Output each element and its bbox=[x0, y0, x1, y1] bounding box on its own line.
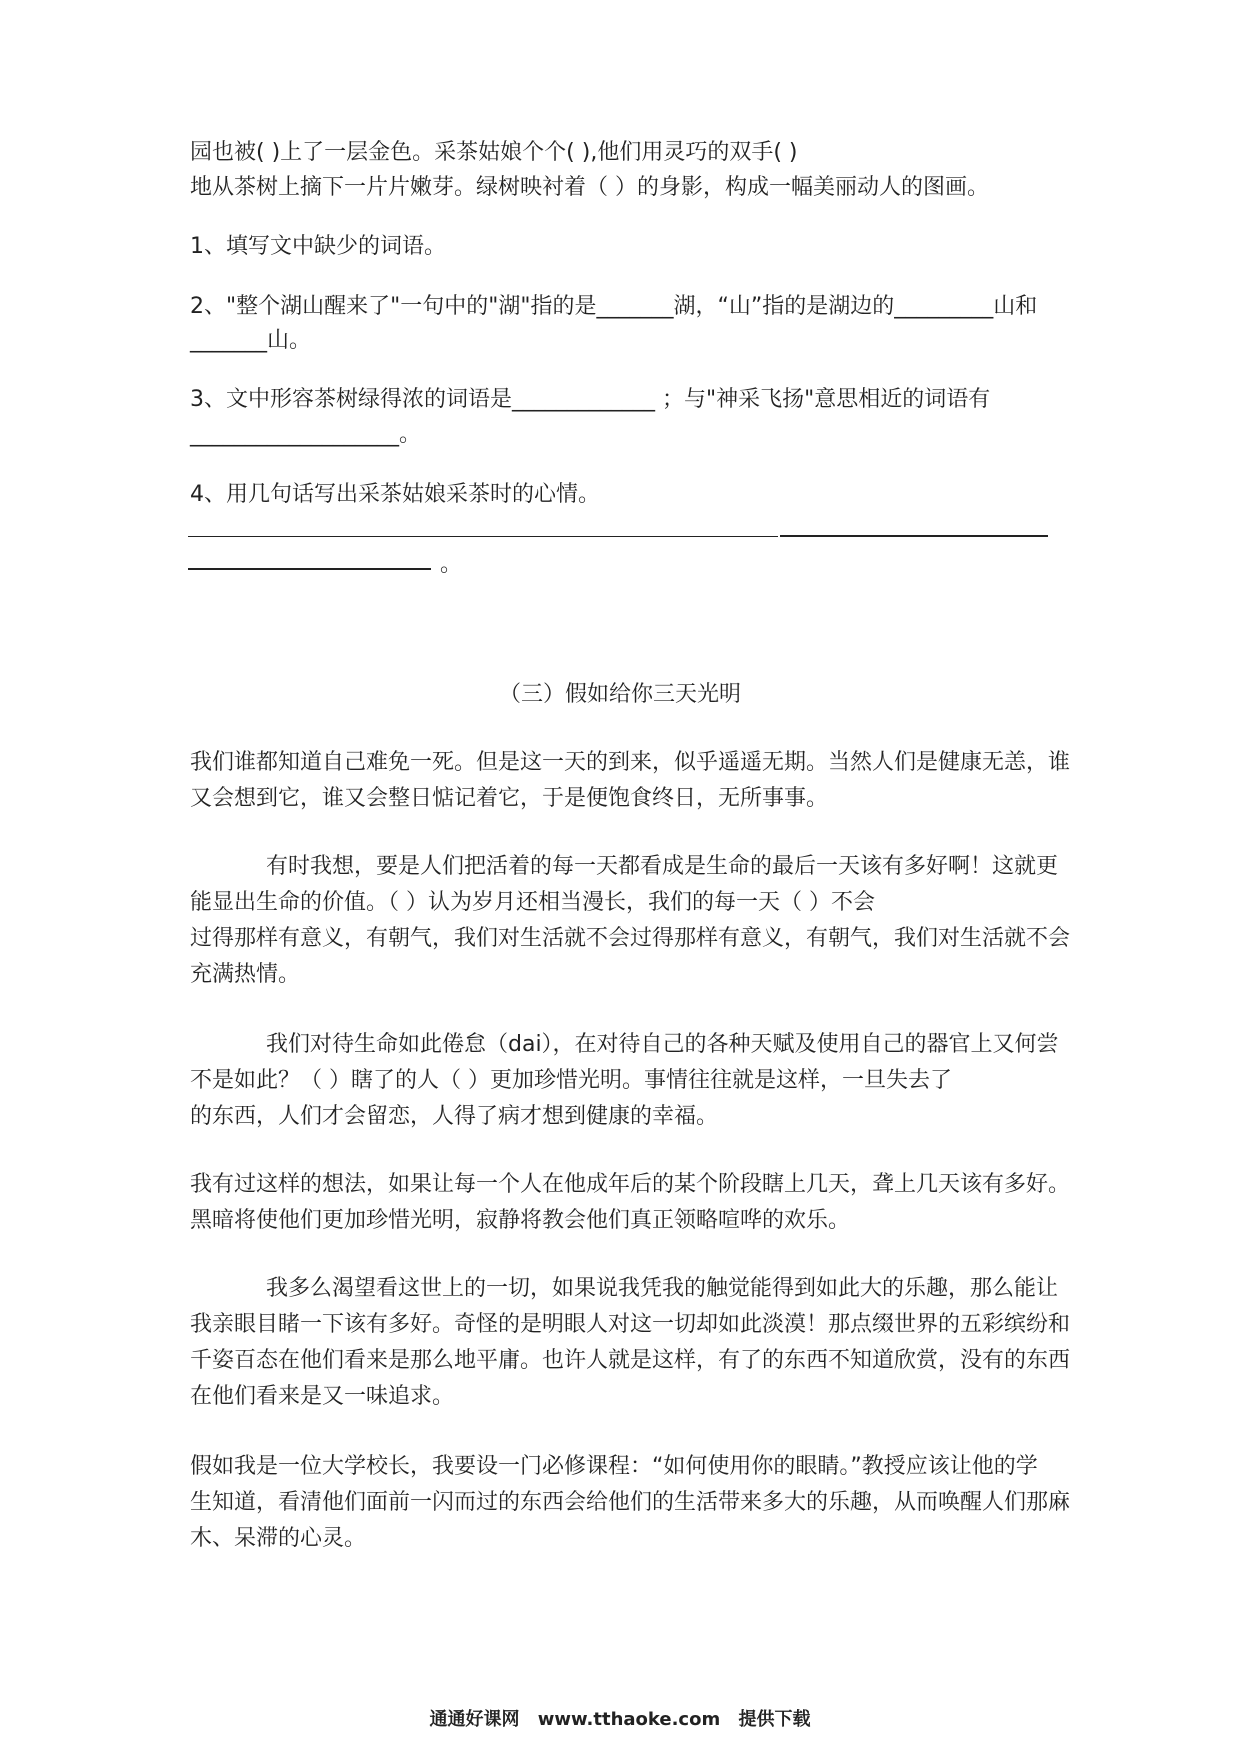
question-2-continued: _______山。 bbox=[190, 328, 312, 353]
question-3: 3、文中形容茶树绿得浓的词语是_____________ ；与"神采飞扬"意思相近的词语有 bbox=[190, 387, 991, 412]
question-3-continued: ___________________。 bbox=[190, 422, 422, 447]
paragraph-line: 我有过这样的想法，如果让每一个人在他成年后的某个阶段瞎上几天，聋上几天该有多好。 bbox=[190, 1172, 1071, 1197]
paragraph-line: 我们对待生命如此倦怠（dai），在对待自己的各种天赋及使用自己的器官上又何尝 bbox=[266, 1032, 1059, 1057]
paragraph-line: 的东西，人们才会留恋，人得了病才想到健康的幸福。 bbox=[190, 1104, 719, 1129]
answer-line bbox=[188, 536, 778, 537]
footer-site-name: 通通好课网 bbox=[429, 1709, 520, 1730]
footer-suffix: 提供下载 bbox=[738, 1709, 811, 1730]
paragraph-line: 生知道，看清他们面前一闪而过的东西会给他们的生活带来多大的乐趣，从而唤醒人们那麻 bbox=[190, 1490, 1071, 1515]
section-title: （三）假如给你三天光明 bbox=[498, 682, 741, 707]
paragraph-line: 有时我想，要是人们把活着的每一天都看成是生命的最后一天该有多好啊！这就更 bbox=[266, 854, 1059, 879]
page-footer bbox=[0, 1707, 1240, 1733]
paragraph-line: 我们谁都知道自己难免一死。但是这一天的到来，似乎遥遥无期。当然人们是健康无恙，谁 bbox=[190, 750, 1071, 775]
footer-url[interactable]: www.tthaoke.com bbox=[537, 1709, 721, 1730]
paragraph-line: 充满热情。 bbox=[190, 962, 301, 987]
paragraph-line: 在他们看来是又一味追求。 bbox=[190, 1384, 455, 1409]
paragraph-line: 能显出生命的价值。（ ）认为岁月还相当漫长，我们的每一天（ ）不会 bbox=[190, 890, 875, 915]
answer-line bbox=[780, 535, 1048, 537]
paragraph-line: 木、呆滞的心灵。 bbox=[190, 1526, 367, 1551]
paragraph-line: 过得那样有意义，有朝气，我们对生活就不会过得那样有意义，有朝气，我们对生活就不会 bbox=[190, 926, 1071, 951]
paragraph-line: 假如我是一位大学校长，我要设一门必修课程：“如何使用你的眼睛。”教授应该让他的学 bbox=[190, 1454, 1038, 1479]
question-2: 2、"整个湖山醒来了"一句中的"湖"指的是_______湖，“山”指的是湖边的_________山和 bbox=[190, 294, 1038, 319]
paragraph-line: 我多么渴望看这世上的一切，如果说我凭我的触觉能得到如此大的乐趣，那么能让 bbox=[266, 1276, 1059, 1301]
answer-period: 。 bbox=[440, 552, 463, 577]
question-4: 4、用几句话写出采茶姑娘采茶时的心情。 bbox=[190, 482, 600, 507]
paragraph-line: 不是如此？（ ）瞎了的人（ ）更加珍惜光明。事情往往就是这样，一旦失去了 bbox=[190, 1068, 952, 1093]
passage-line: 地从茶树上摘下一片片嫩芽。绿树映衬着（ ）的身影，构成一幅美丽动人的图画。 bbox=[190, 175, 989, 200]
paragraph-line: 我亲眼目睹一下该有多好。奇怪的是明眼人对这一切却如此淡漠！那点缀世界的五彩缤纷和 bbox=[190, 1312, 1071, 1337]
question-1: 1、填写文中缺少的词语。 bbox=[190, 234, 446, 259]
answer-line bbox=[188, 568, 431, 570]
paragraph-line: 又会想到它，谁又会整日惦记着它，于是便饱食终日，无所事事。 bbox=[190, 786, 829, 811]
paragraph-line: 黑暗将使他们更加珍惜光明，寂静将教会他们真正领略喧哗的欢乐。 bbox=[190, 1208, 851, 1233]
passage-line: 园也被( )上了一层金色。采茶姑娘个个( ),他们用灵巧的双手( ) bbox=[190, 140, 798, 165]
paragraph-line: 千姿百态在他们看来是那么地平庸。也许人就是这样，有了的东西不知道欣赏，没有的东西 bbox=[190, 1348, 1071, 1373]
